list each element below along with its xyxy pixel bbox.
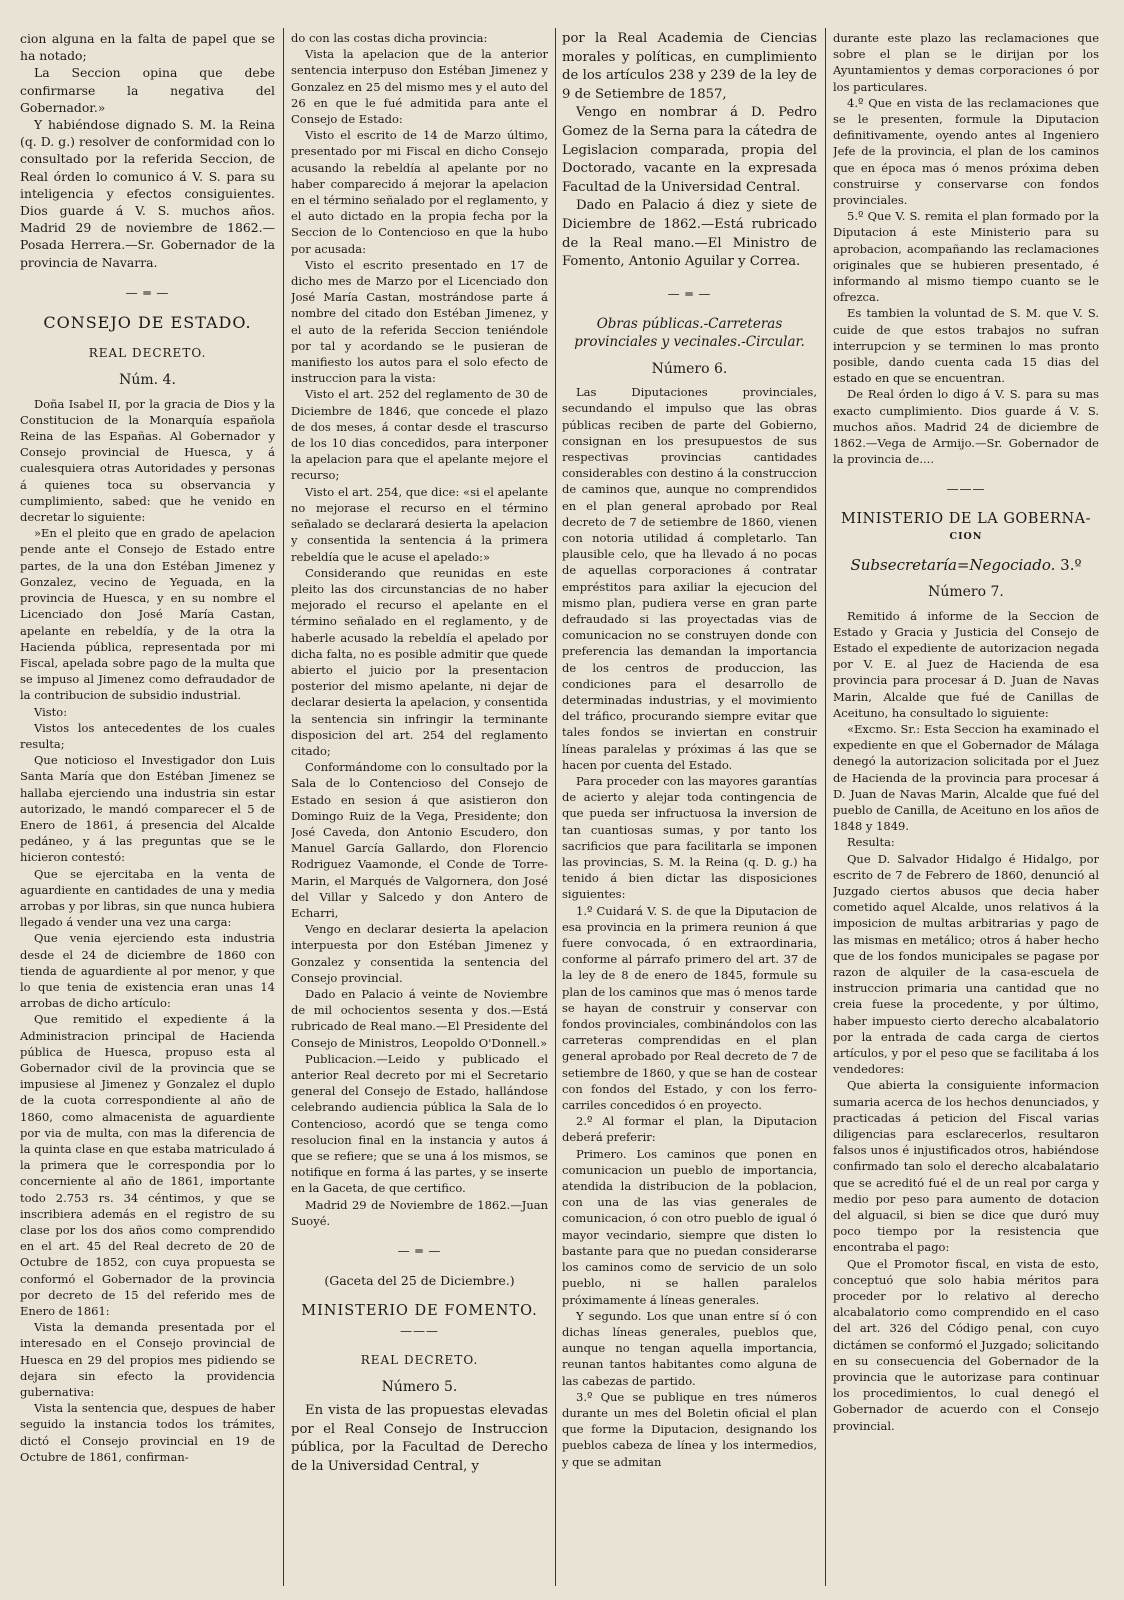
paragraph: por la Real Academia de Ciencias morales y políticas, en cumplimiento de los artículos 238 y 239 de la ley de 9 de Setiembre de 1857, xyxy=(562,31,817,102)
paragraph: Vengo en nombrar á D. Pedro Gomez de la Serna para la cátedra de Legislacion comparada, propia del Doctorado, vacante en la expresada Facultad de la Universidad Central. xyxy=(562,105,817,195)
circular-number: Número 6. xyxy=(651,360,728,377)
paragraph: Dado en Palacio á veinte de Noviembre de mil ochocientos sesenta y dos.—Está rubricado de Real mano.—El Presidente del Consejo de Ministros, Leopoldo O'Donnell.» xyxy=(291,986,548,1050)
paragraph: Que noticioso el Investigador don Luis Santa María que don Estéban Jimenez se hallaba ejerciendo una industria sin estar autorizado, le mandó comparecer el 5 de Enero de 1861, á presencia del Alcalde pedáneo, y á las preguntas que se le hicieron contestó: xyxy=(20,753,275,865)
paragraph: cion alguna en la falta de papel que se ha notado; xyxy=(20,31,275,64)
paragraph: Visto el art. 254, que dice: «si el apelante no mejorase el recurso en el término señalado se declarará desierta la apelacion y consentida la sentencia á la primera rebeldía que le acuse el apelado:» xyxy=(291,484,548,564)
section-separator: ——— xyxy=(946,482,986,497)
paragraph: Que se ejercitaba en la venta de aguardiente en cantidades de una y media arrobas y por libras, sin que nunca hubiera llegado á vender una vez una carga: xyxy=(20,866,275,930)
paragraph: 2.º Al formar el plan, la Diputacion deberá preferir: xyxy=(562,1114,817,1145)
paragraph: Madrid 29 de Noviembre de 1862.—Juan Suoyé. xyxy=(291,1197,548,1228)
paragraph: Para proceder con las mayores garantías de acierto y alejar toda contingencia de que pueda ser infructuosa la inversion de tan cuantiosas sumas, y por tanto los sacrificios que para facilitarla se imponen las provincias, S. M. la Reina (q. D. g.) ha tenido á bien dictar las disposiciones siguientes: xyxy=(562,774,817,902)
paragraph: Visto el escrito presentado en 17 de dicho mes de Marzo por el Licenciado don José María Castan, mostrándose parte á nombre del citado don Estéban Jimenez, y el auto de la referida Seccion teniéndole por tal y acordando se le pusieran de manifiesto los autos para el solo efecto de instruccion para la vista: xyxy=(291,257,548,386)
ministry-heading: MINISTERIO DE FOMENTO. xyxy=(301,1303,538,1320)
office-name: Subsecretaría=Negociado. xyxy=(850,556,1056,575)
decree-subheading: REAL DECRETO. xyxy=(360,1352,479,1367)
paragraph: Visto: xyxy=(34,704,68,719)
paragraph: Remitido á informe de la Seccion de Estado y Gracia y Justicia del Consejo de Estado el expediente de autorizacion negada por V. E. al Juez de Hacienda de esa provincia para procesar á D. Juan de Navas Marin, Alcalde que fué de Canillas de Aceituno, ha consultado lo siguiente: xyxy=(833,608,1099,720)
ministry-heading-cont: CION xyxy=(949,530,983,542)
section-separator: — ═ — xyxy=(397,1244,442,1259)
section-heading: Obras públicas.-Carreteras provinciales y vecinales.-Circular. xyxy=(574,315,805,350)
paragraph: Que venia ejerciendo esta industria desde el 24 de diciembre de 1860 con tienda de aguardiente al por menor, y que lo que tenia de existencia eran unas 14 arrobas de dicho artículo: xyxy=(20,931,275,1011)
paragraph: Resulta: xyxy=(847,835,895,850)
paragraph: Las Diputaciones provinciales, secundando el impulso que las obras públicas reciben de parte del Gobierno, consignan en los presupuestos de sus respectivas provincias cantidades considerables con destino á la construccion de caminos que, aunque no comprendidos en el plan general aprobado por Real decreto de 7 de setiembre de 1860, vienen con notoria utilidad á completarlo. Tan plausible celo, que ha llevado á no pocas de aquellas corporaciones á contratar empréstitos para axiliar la ejecucion del mismo plan, pudiera verse en gran parte defraudado si las proyectadas vias de comunicacion no se construyen donde con preferencia las demandan la importancia de los centros de produccion, las condiciones para el desarrollo de determinadas industrias, y el movimiento del tráfico, procurando siempre evitar que tales fondos se inviertan en construir líneas paralelas y próximas á las que se hacen por cuenta del Estado. xyxy=(562,385,817,772)
paragraph: Que D. Salvador Hidalgo é Hidalgo, por escrito de 7 de Febrero de 1860, denunció al Juzgado ciertos abusos que decia haber cometido aquel Alcalde, unos relativos á la imposicion de multas arbitrarias y pago de las mismas en metálico; otros á haber hecho que de los fondos municipales se pagase por razon de alquiler de la casa-escuela de instruccion primaria una cantidad que no creia fuese la procedente, y por último, haber impuesto cierto derecho alcabalatorio por la entrada de cada carga de ciertos artículos, y por el peso que se facilitaba á los vendedores: xyxy=(833,851,1099,1077)
column-4 xyxy=(833,30,1099,1586)
paragraph: »En el pleito que en grado de apelacion pende ante el Consejo de Estado entre partes, de la una don Estéban Jimenez y Gonzalez, vecino de Yeguada, en la provincia de Huesca, y en su nombre el Licenciado don José María Castan, apelante en rebeldía, y de la otra la Hacienda pública, representada por mi Fiscal, apelada sobre pago de la multa que se impuso al Jimenez como defraudador de la contribucion de subsidio industrial. xyxy=(20,526,275,703)
section-separator: — ═ — xyxy=(667,286,712,301)
ministry-heading: MINISTERIO DE LA GOBERNA- xyxy=(840,510,1092,527)
section-separator: ——— xyxy=(400,1323,439,1338)
paragraph: 5.º Que V. S. remita el plan formado por la Diputacion á este Ministerio para su aprobacion, acompañando las reclamaciones originales que se hubieren presentado, é informando al mismo tiempo cuanto se le ofrezca. xyxy=(833,209,1099,305)
paragraph: Que remitido el expediente á la Administracion principal de Hacienda pública de Huesca, propuso esta al Gobernador civil de la provincia que se impusiese al Jimenez y Gonzalez el duplo de la cuota correspondiente al año de 1860, como almacenista de aguardiente por via de multa, con mas la diferencia de la quinta clase en que estaba matriculado á la primera que le correspondia por lo concerniente al año de 1861, importante todo 2.753 rs. 34 céntimos, y que se inscribiera además en el registro de su clase por los dos años como comprendido en el art. 45 del Real decreto de 20 de Octubre de 1852, con cuya propuesta se conformó el Gobernador de la provincia por decreto de 15 del referido mes de Enero de 1861: xyxy=(20,1012,275,1319)
column-rule xyxy=(555,28,556,1586)
paragraph: Que el Promotor fiscal, en vista de esto, conceptuó que solo habia méritos para proceder por lo relativo al derecho alcabalatorio como comprendido en el caso del art. 326 del Código penal, con cuyo dictámen se conformó el Juzgado; solicitando en su consecuencia del Gobernador de la provincia que le autorizase para continuar los procedimientos, lo cual denegó el Gobernador de acuerdo con el Consejo provincial. xyxy=(833,1256,1099,1433)
office-number: 3.º xyxy=(1060,556,1082,575)
paragraph: Vista la apelacion que de la anterior sentencia interpuso don Estéban Jimenez y Gonzalez en 25 del mismo mes y el auto del 26 en que le fué admitida para ante el Consejo de Estado: xyxy=(291,47,548,127)
paragraph: Vista la sentencia que, despues de haber seguido la instancia todos los trámites, dictó el Consejo provincial en 19 de Octubre de 1861, confirman- xyxy=(20,1401,275,1464)
paragraph: «Excmo. Sr.: Esta Seccion ha examinado el expediente en que el Gobernador de Málaga denegó la autorizacion solicitada por el Juez de Hacienda de la provincia para procesar á D. Juan de Navas Marin, Alcalde que fué del pueblo de Canilla, de Aceituno en los años de 1848 y 1849. xyxy=(833,721,1099,834)
paragraph: Vista la demanda presentada por el interesado en el Consejo provincial de Huesca en 29 del propios mes pidiendo se dejara sin efecto la providencia gubernativa: xyxy=(20,1320,275,1400)
column-rule xyxy=(283,28,284,1586)
paragraph: La Seccion opina que debe confirmarse la negativa del Gobernador.» xyxy=(20,65,275,115)
column-2 xyxy=(291,30,548,1586)
paragraph: En vista de las propuestas elevadas por el Real Consejo de Instruccion pública, por la Facultad de Derecho de la Universidad Central, y xyxy=(291,1403,548,1475)
section-separator: — ═ — xyxy=(125,285,170,300)
paragraph: do con las costas dicha provincia: xyxy=(291,31,488,45)
paragraph: 3.º Que se publique en tres números durante un mes del Boletin oficial el plan que forme la Diputacion, designando los pueblos cabeza de línea y los intermedios, y que se admitan xyxy=(562,1389,817,1469)
column-1 xyxy=(20,30,275,1586)
paragraph: Visto el art. 252 del reglamento de 30 de Diciembre de 1846, que concede el plazo de dos meses, á contar desde el trascurso de los 10 dias concedidos, para interponer la apelacion para que el apelante mejore el recurso; xyxy=(291,387,548,483)
order-number: Número 7. xyxy=(928,584,1004,601)
paragraph: Que abierta la consiguiente informacion sumaria acerca de los hechos denunciados, y practicadas á peticion del Fiscal varias diligencias para esclarecerlos, resultaron falsos unos é injustificados otros, habiéndose confirmado tan solo el derecho alcabalatario que se acreditó fué el de un real por carga y medio por peso para aumento de dotacion del alguacil, si bien se dice que duró muy poco tiempo por la resistencia que encontraba el pago: xyxy=(833,1078,1099,1255)
paragraph: Vengo en declarar desierta la apelacion interpuesta por don Estéban Jimenez y Gonzalez y consentida la sentencia del Consejo provincial. xyxy=(291,922,548,985)
paragraph: Dado en Palacio á diez y siete de Diciembre de 1862.—Está rubricado de la Real mano.—El Ministro de Fomento, Antonio Aguilar y Correa. xyxy=(562,198,817,270)
paragraph: Y habiéndose dignado S. M. la Reina (q. D. g.) resolver de conformidad con lo consultado por la referida Seccion, de Real órden lo comunico á V. S. para su inteligencia y efectos consiguientes. Dios guarde á V. S. muchos años. Madrid 29 de noviembre de 1862.—Posada Herrera.—Sr. Gobernador de la provincia de Navarra. xyxy=(20,117,275,270)
paragraph: Publicacion.—Leido y publicado el anterior Real decreto por mi el Secretario general del Consejo de Estado, hallándose celebrando audiencia pública la Sala de lo Contencioso, acordó que se tenga como resolucion final en la instancia y autos á que se refiere; que se una á los mismos, se notifique en forma á las partes, y se inserte en la Gaceta, de que certifico. xyxy=(291,1051,548,1196)
paragraph: Es tambien la voluntad de S. M. que V. S. cuide de que estos trabajos no sufran interrupcion y se terminen lo mas pronto posible, dando cuenta cada 15 dias del estado en que se encuentran. xyxy=(833,306,1099,386)
paragraph: Conformándome con lo consultado por la Sala de lo Contencioso del Consejo de Estado en sesion á que asistieron don Domingo Ruiz de la Vega, Presidente; don José Caveda, don Antonio Escudero, don Manuel García Gallardo, don Florencio Rodriguez Vaamonde, el Conde de Torre-Marin, el Marqués de Valgornera, don José del Villar y Salcedo y don Antero de Echarri, xyxy=(291,760,548,920)
gazette-citation: (Gaceta del 25 de Diciembre.) xyxy=(324,1273,515,1289)
paragraph: Y segundo. Los que unan entre sí ó con dichas líneas generales, pueblos que, aunque no tengan aquella importancia, reunan tantos habitantes como alguna de las cabezas de partido. xyxy=(562,1308,817,1388)
office-subheading xyxy=(833,557,1099,574)
decree-subheading: REAL DECRETO. xyxy=(88,346,207,361)
paragraph: Doña Isabel II, por la gracia de Dios y la Constitucion de la Monarquía española Reina de las Españas. Al Gobernador y Consejo provincial de Huesca, y á cualesquiera otras Autoridades y personas á quienes toca su observancia y cumplimiento, sabed: que he venido en decretar lo siguiente: xyxy=(20,396,275,525)
paragraph: durante este plazo las reclamaciones que sobre el plan se le dirijan por los Ayuntamientos y demas corporaciones ó por los particulares. xyxy=(833,31,1099,94)
paragraph: Visto el escrito de 14 de Marzo último, presentado por mi Fiscal en dicho Consejo acusando la rebeldía al apelante por no haber comparecido á mejorar la apelacion en el término señalado por el reglamento, y el auto dictado en la propia fecha por la Seccion de lo Contencioso en que la hubo por acusada: xyxy=(291,128,548,256)
paragraph: De Real órden lo digo á V. S. para su mas exacto cumplimiento. Dios guarde á V. S. muchos años. Madrid 24 de diciembre de 1862.—Vega de Armijo.—Sr. Gobernador de la provincia de.... xyxy=(833,387,1099,467)
paragraph: Vistos los antecedentes de los cuales resulta; xyxy=(20,720,275,751)
section-heading: CONSEJO DE ESTADO. xyxy=(43,313,252,333)
decree-number: Número 5. xyxy=(381,1379,458,1396)
paragraph: 4.º Que en vista de las reclamaciones que se le presenten, formule la Diputacion definitivamente, oyendo antes al Ingeniero Jefe de la provincia, el plan de los caminos que en época mas ó menos próxima deben construirse y conservarse con fondos provinciales. xyxy=(833,95,1099,208)
column-3 xyxy=(562,30,817,1586)
paragraph: 1.º Cuidará V. S. de que la Diputacion de esa provincia en la primera reunion á que fuere convocada, ó en extraordinaria, conforme al párrafo primero del art. 37 de la ley de 8 de enero de 1845, formule su plan de los caminos que mas ó menos tarde se hayan de construir y conservar con fondos provinciales, combinándolos con las carreteras comprendidas en el plan general aprobado por Real decreto de 7 de setiembre de 1860, y que se han de costear con fondos del Estado, y con los ferro-carriles concedidos ó en proyecto. xyxy=(562,903,817,1113)
paragraph: Primero. Los caminos que ponen en comunicacion un pueblo de importancia, atendida la distribucion de la poblacion, con una de las vias generales de comunicacion, ó con otro pueblo de igual ó mayor vecindario, siempre que disten lo bastante para que no puedan considerarse los caminos como de servicio de un solo pueblo, ni se hallen paralelos próximamente á líneas generales. xyxy=(562,1146,817,1307)
column-rule xyxy=(825,28,826,1586)
paragraph: Considerando que reunidas en este pleito las dos circunstancias de no haber mejorado el recurso el apelante en el término señalado en el reglamento, y de haberle acusado la rebeldía el apelado por dicha falta, no es posible admitir que quede abierto el juicio por la presentacion posterior del mismo apelante, ni dejar de declarar desierta la apelacion, y consentida la sentencia sin infringir la terminante disposicion del art. 254 del reglamento citado; xyxy=(291,565,548,758)
decree-number: Núm. 4. xyxy=(119,372,176,389)
